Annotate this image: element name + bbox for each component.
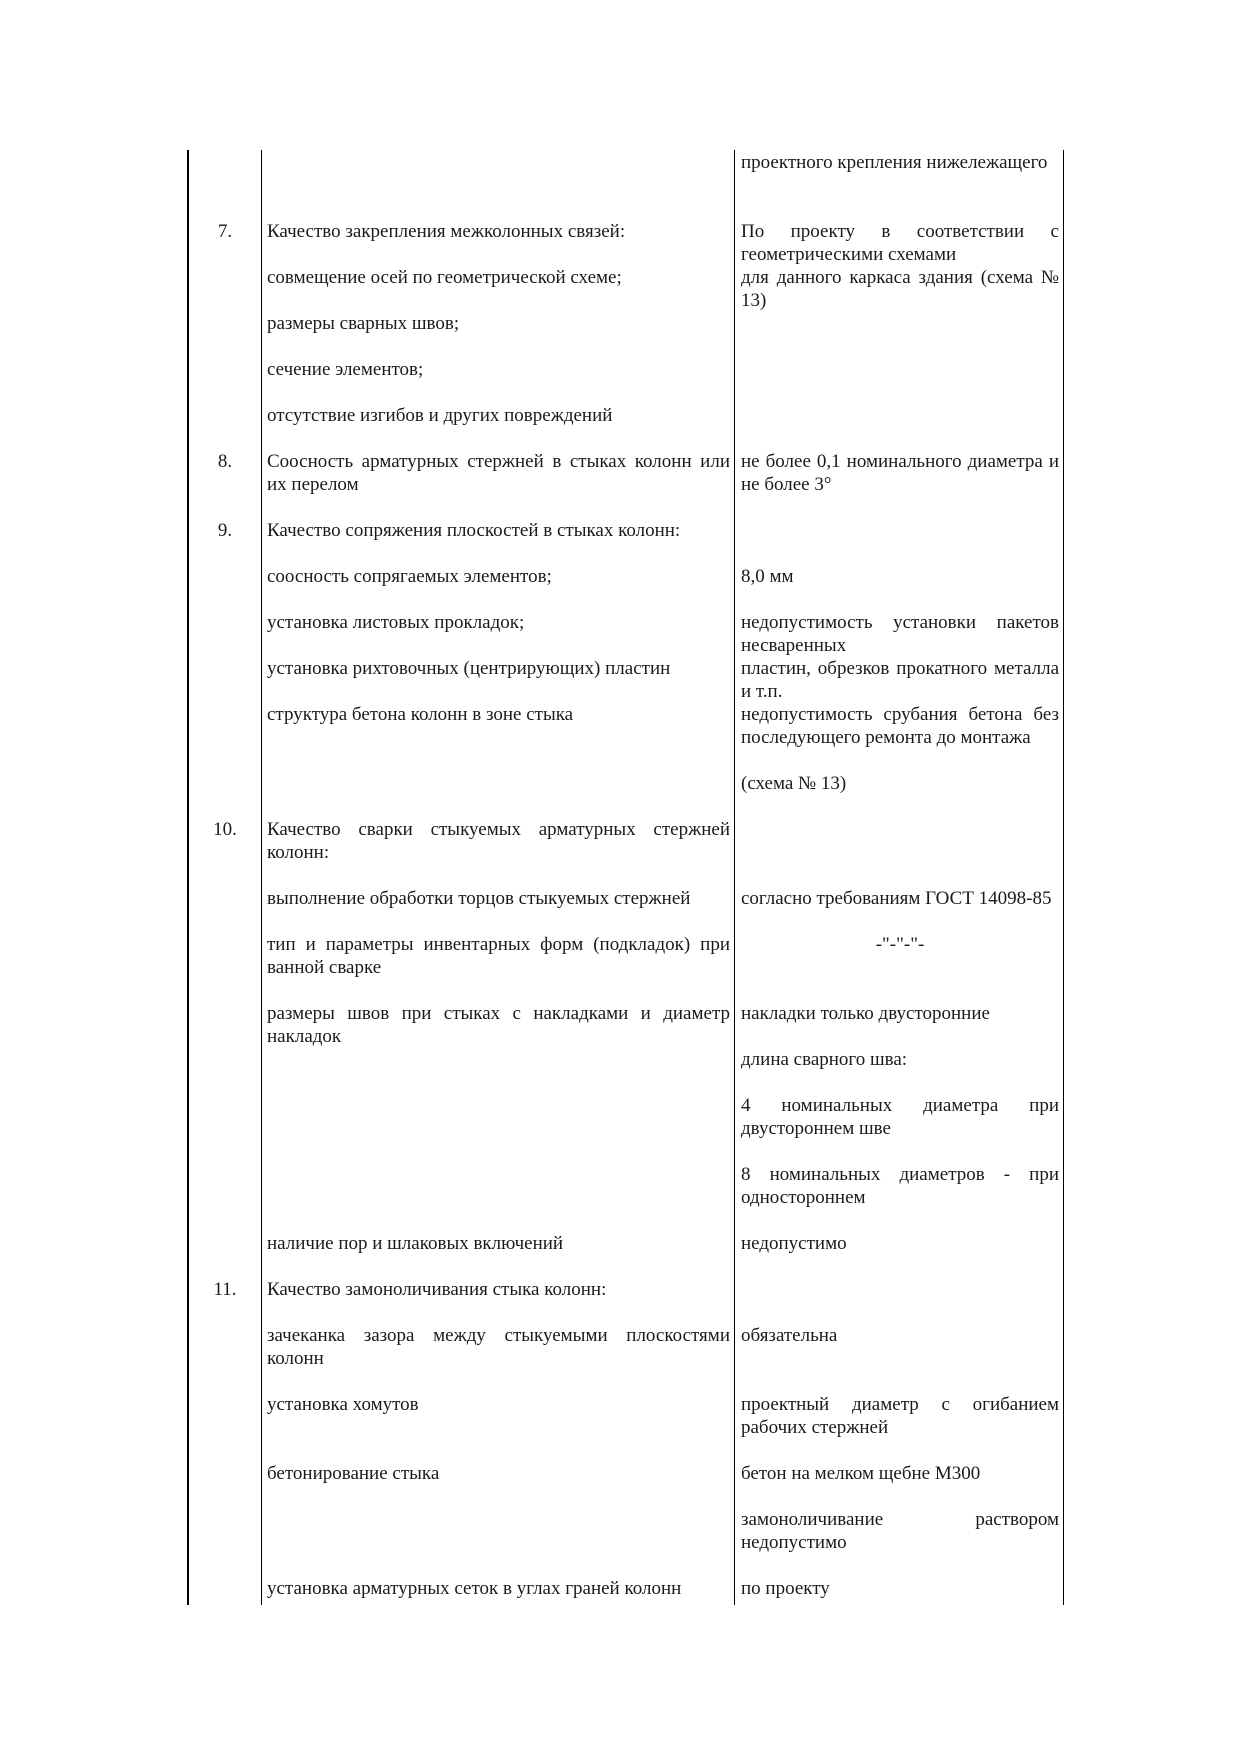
requirement-text: проектного крепления нижележащего bbox=[741, 152, 1048, 173]
requirement-text: недопустимость установки пакетов несваренных bbox=[741, 612, 1059, 656]
parameter-text: бетонирование стыка bbox=[267, 1463, 440, 1484]
requirement-text: 8 номинальных диаметров - при одностороннем bbox=[741, 1164, 1059, 1208]
requirement-text: 8,0 мм bbox=[741, 566, 794, 587]
requirement-text: длина сварного шва: bbox=[741, 1049, 908, 1070]
parameter-text: Качество замоноличивания стыка колонн: bbox=[267, 1279, 607, 1300]
parameter-text: выполнение обработки торцов стыкуемых стержней bbox=[267, 888, 691, 909]
parameter-text: Качество закрепления межколонных связей: bbox=[267, 221, 626, 242]
requirement-text: для данного каркаса здания (схема № 13) bbox=[741, 267, 1059, 311]
row-number: 7. bbox=[217, 221, 233, 242]
row-number: 11. bbox=[213, 1279, 237, 1300]
column-divider-1 bbox=[261, 150, 262, 1605]
requirement-text: недопустимо bbox=[741, 1233, 847, 1254]
parameter-text: установка хомутов bbox=[267, 1394, 419, 1415]
requirement-text: недопустимость срубания бетона без последующего ремонта до монтажа bbox=[741, 704, 1059, 748]
requirement-text: согласно требованиям ГОСТ 14098-85 bbox=[741, 888, 1052, 909]
requirement-text: пластин, обрезков прокатного металла и т.п. bbox=[741, 658, 1059, 702]
parameter-text: тип и параметры инвентарных форм (подкладок) при ванной сварке bbox=[267, 934, 730, 978]
parameter-text: отсутствие изгибов и других повреждений bbox=[267, 405, 613, 426]
parameter-text: Качество сопряжения плоскостей в стыках колонн: bbox=[267, 520, 681, 541]
requirement-text: замоноличивание раствором недопустимо bbox=[741, 1509, 1059, 1553]
parameter-text: Соосность арматурных стержней в стыках колонн или их перелом bbox=[267, 451, 730, 495]
table-left-border bbox=[187, 150, 189, 1605]
requirement-text: не более 0,1 номинального диаметра и не более 3° bbox=[741, 451, 1059, 495]
requirement-text: по проекту bbox=[741, 1578, 830, 1599]
requirement-text: бетон на мелком щебне М300 bbox=[741, 1463, 981, 1484]
row-number: 8. bbox=[217, 451, 233, 472]
parameter-text: структура бетона колонн в зоне стыка bbox=[267, 704, 574, 725]
row-number: 9. bbox=[217, 520, 233, 541]
parameter-text: установка рихтовочных (центрирующих) пластин bbox=[267, 658, 671, 679]
requirement-text: проектный диаметр с огибанием рабочих стержней bbox=[741, 1394, 1059, 1438]
requirement-text: обязательна bbox=[741, 1325, 838, 1346]
column-divider-2 bbox=[734, 150, 735, 1605]
requirement-text: -"-"-"- bbox=[875, 934, 925, 955]
parameter-text: размеры швов при стыках с накладками и диаметр накладок bbox=[267, 1003, 730, 1047]
parameter-text: совмещение осей по геометрической схеме; bbox=[267, 267, 622, 288]
parameter-text: установка арматурных сеток в углах граней колонн bbox=[267, 1578, 682, 1599]
parameter-text: сечение элементов; bbox=[267, 359, 424, 380]
parameter-text: Качество сварки стыкуемых арматурных стержней колонн: bbox=[267, 819, 730, 863]
requirement-text: накладки только двусторонние bbox=[741, 1003, 990, 1024]
row-number: 10. bbox=[213, 819, 237, 840]
parameter-text: соосность сопрягаемых элементов; bbox=[267, 566, 552, 587]
parameter-text: наличие пор и шлаковых включений bbox=[267, 1233, 564, 1254]
parameter-text: установка листовых прокладок; bbox=[267, 612, 525, 633]
parameter-text: размеры сварных швов; bbox=[267, 313, 460, 334]
requirement-text: (схема № 13) bbox=[741, 773, 847, 794]
parameter-text: зачеканка зазора между стыкуемыми плоскостями колонн bbox=[267, 1325, 730, 1369]
requirement-text: По проекту в соответствии с геометрическими схемами bbox=[741, 221, 1059, 265]
table-right-border bbox=[1063, 150, 1064, 1605]
requirement-text: 4 номинальных диаметра при двустороннем шве bbox=[741, 1095, 1059, 1139]
